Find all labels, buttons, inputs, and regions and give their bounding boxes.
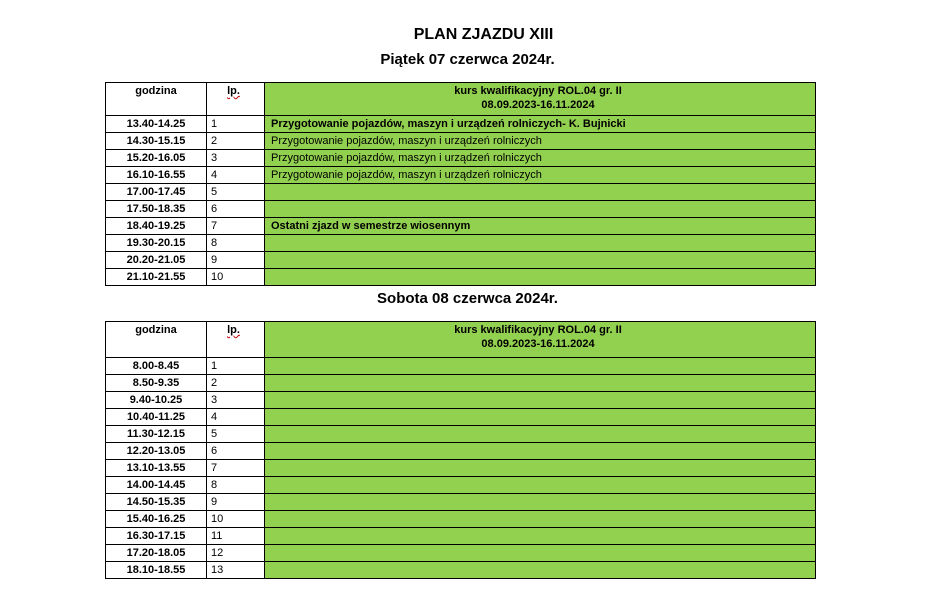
column-header-hour: godzina (106, 322, 207, 358)
table-row (106, 201, 816, 218)
lp-cell: 5 (207, 426, 265, 443)
table-row (106, 460, 816, 477)
lp-cell: 12 (207, 545, 265, 562)
lp-cell: 2 (207, 375, 265, 392)
lp-cell: 10 (207, 511, 265, 528)
lp-cell: 4 (207, 409, 265, 426)
column-header-hour: godzina (106, 83, 207, 116)
hour-cell: 18.10-18.55 (106, 562, 207, 579)
table-row (106, 150, 816, 167)
hour-cell: 15.40-16.25 (106, 511, 207, 528)
subject-cell (265, 201, 816, 218)
hour-cell: 11.30-12.15 (106, 426, 207, 443)
hour-cell: 14.00-14.45 (106, 477, 207, 494)
hour-cell: 12.20-13.05 (106, 443, 207, 460)
table-row (106, 528, 816, 545)
lp-cell: 8 (207, 477, 265, 494)
subject-cell (265, 528, 816, 545)
subject-cell (265, 460, 816, 477)
table-row (106, 167, 816, 184)
lp-cell: 4 (207, 167, 265, 184)
column-header-course (265, 322, 816, 358)
hour-cell: 16.10-16.55 (106, 167, 207, 184)
column-header-lp (207, 83, 265, 116)
lp-label: lp. (227, 324, 240, 336)
table-row (106, 358, 816, 375)
subject-cell (265, 426, 816, 443)
subject-cell (265, 443, 816, 460)
hour-cell: 17.50-18.35 (106, 201, 207, 218)
subject-cell (265, 409, 816, 426)
table-header-row (106, 83, 816, 116)
subject-cell (265, 235, 816, 252)
table-row (106, 218, 816, 235)
lp-cell: 11 (207, 528, 265, 545)
subject-cell (265, 252, 816, 269)
saturday-heading: Sobota 08 czerwca 2024r. (377, 290, 558, 307)
column-header-course (265, 83, 816, 116)
table-row (106, 511, 816, 528)
course-dates: 08.09.2023-16.11.2024 (481, 338, 595, 350)
lp-cell: 3 (207, 150, 265, 167)
table-row (106, 562, 816, 579)
hour-cell: 10.40-11.25 (106, 409, 207, 426)
table-row (106, 409, 816, 426)
lp-label: lp. (227, 85, 240, 97)
course-name: kurs kwalifikacyjny ROL.04 gr. II (454, 324, 622, 336)
lp-cell: 5 (207, 184, 265, 201)
subject-cell (265, 375, 816, 392)
subject-cell (265, 477, 816, 494)
lp-cell: 2 (207, 133, 265, 150)
hour-cell: 19.30-20.15 (106, 235, 207, 252)
lp-cell: 8 (207, 235, 265, 252)
lp-cell: 9 (207, 252, 265, 269)
subject-cell: Przygotowanie pojazdów, maszyn i urządzeń rolniczych (265, 167, 816, 184)
table-row (106, 375, 816, 392)
hour-cell: 16.30-17.15 (106, 528, 207, 545)
table-row (106, 235, 816, 252)
subject-cell (265, 494, 816, 511)
hour-cell: 14.30-15.15 (106, 133, 207, 150)
table-row (106, 269, 816, 286)
hour-cell: 17.20-18.05 (106, 545, 207, 562)
page-title: PLAN ZJAZDU XIII (413, 26, 554, 43)
course-dates: 08.09.2023-16.11.2024 (481, 99, 595, 111)
saturday-schedule-table (105, 321, 816, 579)
hour-cell: 15.20-16.05 (106, 150, 207, 167)
table-row (106, 545, 816, 562)
lp-cell: 6 (207, 201, 265, 218)
table-row (106, 392, 816, 409)
hour-cell: 9.40-10.25 (106, 392, 207, 409)
lp-cell: 13 (207, 562, 265, 579)
subject-cell: Przygotowanie pojazdów, maszyn i urządzeń rolniczych (265, 150, 816, 167)
column-header-lp (207, 322, 265, 358)
subject-cell: Przygotowanie pojazdów, maszyn i urządzeń rolniczych- K. Bujnicki (265, 116, 816, 133)
hour-cell: 17.00-17.45 (106, 184, 207, 201)
subject-cell (265, 358, 816, 375)
subject-cell (265, 184, 816, 201)
table-row (106, 494, 816, 511)
friday-heading: Piątek 07 czerwca 2024r. (380, 51, 555, 68)
table-header-row (106, 322, 816, 358)
subject-cell: Przygotowanie pojazdów, maszyn i urządzeń rolniczych (265, 133, 816, 150)
lp-cell: 7 (207, 460, 265, 477)
lp-cell: 9 (207, 494, 265, 511)
table-row (106, 116, 816, 133)
hour-cell: 20.20-21.05 (106, 252, 207, 269)
table-row (106, 252, 816, 269)
subject-cell (265, 269, 816, 286)
hour-cell: 13.10-13.55 (106, 460, 207, 477)
hour-cell: 21.10-21.55 (106, 269, 207, 286)
hour-cell: 8.50-9.35 (106, 375, 207, 392)
subject-cell (265, 562, 816, 579)
lp-cell: 3 (207, 392, 265, 409)
table-row (106, 184, 816, 201)
table-row (106, 133, 816, 150)
subject-cell (265, 392, 816, 409)
lp-cell: 10 (207, 269, 265, 286)
lp-cell: 1 (207, 116, 265, 133)
lp-cell: 7 (207, 218, 265, 235)
table-row (106, 443, 816, 460)
table-row (106, 477, 816, 494)
friday-schedule-table (105, 82, 816, 286)
subject-cell (265, 545, 816, 562)
hour-cell: 13.40-14.25 (106, 116, 207, 133)
subject-cell (265, 511, 816, 528)
hour-cell: 14.50-15.35 (106, 494, 207, 511)
hour-cell: 8.00-8.45 (106, 358, 207, 375)
subject-cell: Ostatni zjazd w semestrze wiosennym (265, 218, 816, 235)
lp-cell: 6 (207, 443, 265, 460)
table-row (106, 426, 816, 443)
hour-cell: 18.40-19.25 (106, 218, 207, 235)
lp-cell: 1 (207, 358, 265, 375)
course-name: kurs kwalifikacyjny ROL.04 gr. II (454, 85, 622, 97)
